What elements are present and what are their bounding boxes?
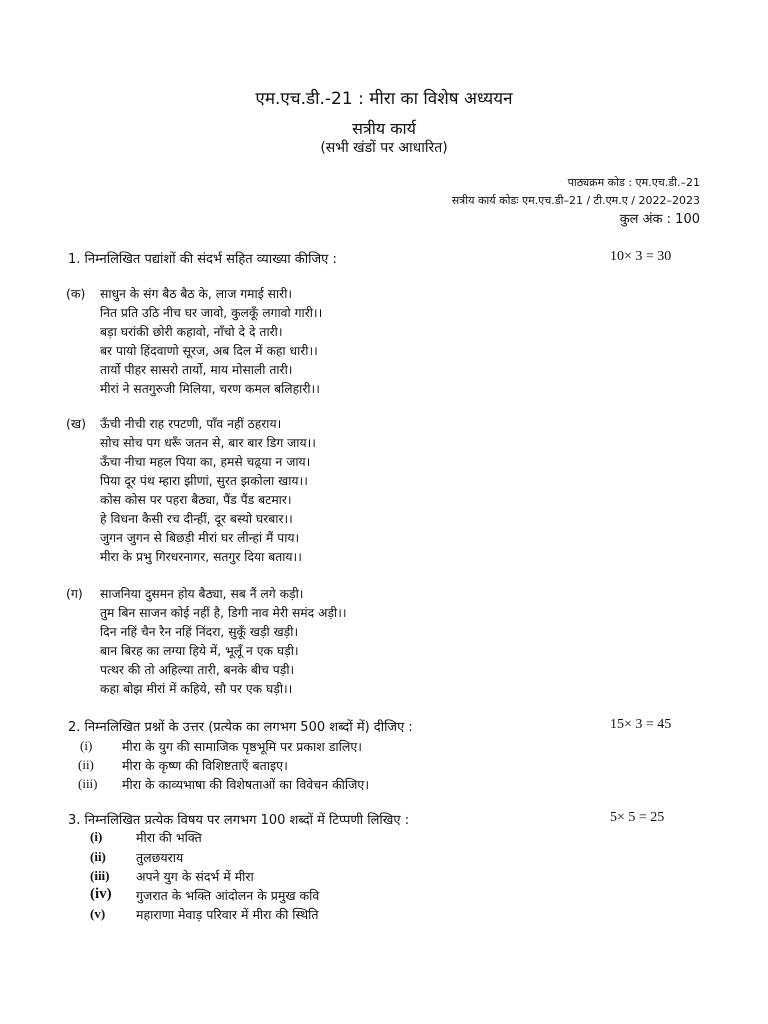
item-number: (i) [90, 829, 103, 844]
total-marks: कुल अंक : 100 [619, 212, 700, 227]
verse-line: सोच सोच पग धरूँ जतन से, बार बार डिग जाय।। [100, 436, 316, 450]
question-3-text: 3. निम्नलिखित प्रत्येक विषय पर लगभग 100 शब्दों में टिप्पणी लिखिए : [68, 813, 410, 828]
question-3-item: तुलछयराय [136, 850, 184, 865]
document-subtitle: सत्रीय कार्य [352, 119, 416, 138]
question-1-marks: 10× 3 = 30 [610, 249, 672, 264]
item-number: (ii) [90, 849, 106, 864]
document-title: एम.एच.डी.-21 : मीरा का विशेष अध्ययन [255, 89, 513, 109]
verse-line: साधुन के संग बैठ बैठ के, लाज गमाई सारी। [100, 287, 293, 301]
item-number: (iii) [78, 776, 98, 791]
question-3-item: अपने युग के संदर्भ में मीरा [136, 869, 254, 884]
question-2-item: मीरा के काव्यभाषा की विशेषताओं का विवेचन कीजिए। [122, 777, 370, 792]
verse-line: मीरा के प्रभु गिरधरनागर, सतगुर दिया बताय।। [100, 550, 302, 564]
question-2-item: मीरा के युग की सामाजिक पृष्ठभूमि पर प्रकाश डालिए। [122, 739, 363, 754]
verse-line: जुगन जुगन से बिछड़ी मीरां घर लीन्हां मैं पाय। [100, 531, 300, 545]
verse-line: तुम बिन साजन कोई नहीं है, डिगी नाव मेरी समंद अड़ी।। [100, 606, 347, 620]
verse-line: पिया दूर पंथ म्हारा झीणां, सुरत झकोला खाय।। [100, 474, 308, 488]
item-number: (ii) [78, 757, 94, 772]
stanza-label: (ग) [66, 586, 83, 601]
verse-line: साजनिया दुसमन होय बैठ्या, सब नैं लगे कड़ी। [100, 587, 304, 601]
verse-line: कोस कोस पर पहरा बैठ्या, पैंड पैंड बटमार। [100, 493, 292, 507]
verse-line: हे विधना कैसी रच दीन्हीं, दूर बस्यो घरबार।। [100, 512, 293, 526]
item-number: (v) [90, 906, 106, 921]
verse-line: ऊँचा नीचा महल पिया का, हमसे चढ़्या न जाय। [100, 455, 311, 469]
verse-line: दिन नहिं चैन रैन नहिं निंदरा, सुकूँ खड़ी खड़ी। [100, 625, 299, 639]
stanza-label: (क) [66, 286, 86, 301]
item-number: (iv) [90, 886, 112, 902]
item-number: (iii) [90, 868, 110, 883]
question-2-item: मीरा के कृष्ण की विशिष्टताएँ बताइए। [122, 758, 288, 773]
assignment-code: सत्रीय कार्य कोडः एम.एच.डी–21 / टी.एम.ए / 2022–2023 [451, 194, 700, 207]
question-3-marks: 5× 5 = 25 [610, 810, 665, 825]
verse-line: तार्यो पीहर सासरो तार्यो, माय मोसाली तारी। [100, 363, 293, 377]
document-basis: (सभी खंडों पर आधारित) [320, 140, 448, 156]
stanza-label: (ख) [66, 416, 86, 431]
course-code: पाठ्यक्रम कोड : एम.एच.डी.–21 [567, 176, 700, 189]
question-3-item: मीरा की भक्ति [136, 830, 202, 845]
verse-line: नित प्रति उठि नीच घर जावो, कुलकूँ लगावो गारी।। [100, 306, 323, 320]
question-2-marks: 15× 3 = 45 [610, 717, 672, 732]
verse-line: ऊँची नीची राह रपटणी, पाँव नहीं ठहराय। [100, 417, 282, 431]
verse-line: बर पायो हिंदवाणो सूरज, अब दिल में कहा धारी।। [100, 344, 318, 358]
question-2-text: 2. निम्नलिखित प्रश्नों के उत्तर (प्रत्येक का लगभग 500 शब्दों में) दीजिए : [68, 720, 413, 735]
verse-line: कहा बोझ मीरां में कहिये, सौ पर एक घड़ी।। [100, 682, 293, 696]
verse-line: बड़ा घरांकी छोरी कहावो, नाँचो दे दे तारी। [100, 325, 283, 339]
question-3-item: महाराणा मेवाड़ परिवार में मीरा की स्थिति [136, 907, 319, 922]
verse-line: पत्थर की तो अहिल्या तारी, बनके बीच पड़ी। [100, 663, 295, 677]
item-number: (i) [80, 738, 93, 753]
verse-line: बान बिरह का लग्या हिये में, भूलूँ न एक घड़ी। [100, 644, 299, 658]
question-1-text: 1. निम्नलिखित पद्यांशों की संदर्भ सहित व्याख्या कीजिए : [68, 252, 337, 267]
verse-line: मीरां ने सतगुरुजी मिलिया, चरण कमल बलिहारी।। [100, 382, 320, 396]
question-3-item: गुजरात के भक्ति आंदोलन के प्रमुख कवि [136, 888, 320, 903]
